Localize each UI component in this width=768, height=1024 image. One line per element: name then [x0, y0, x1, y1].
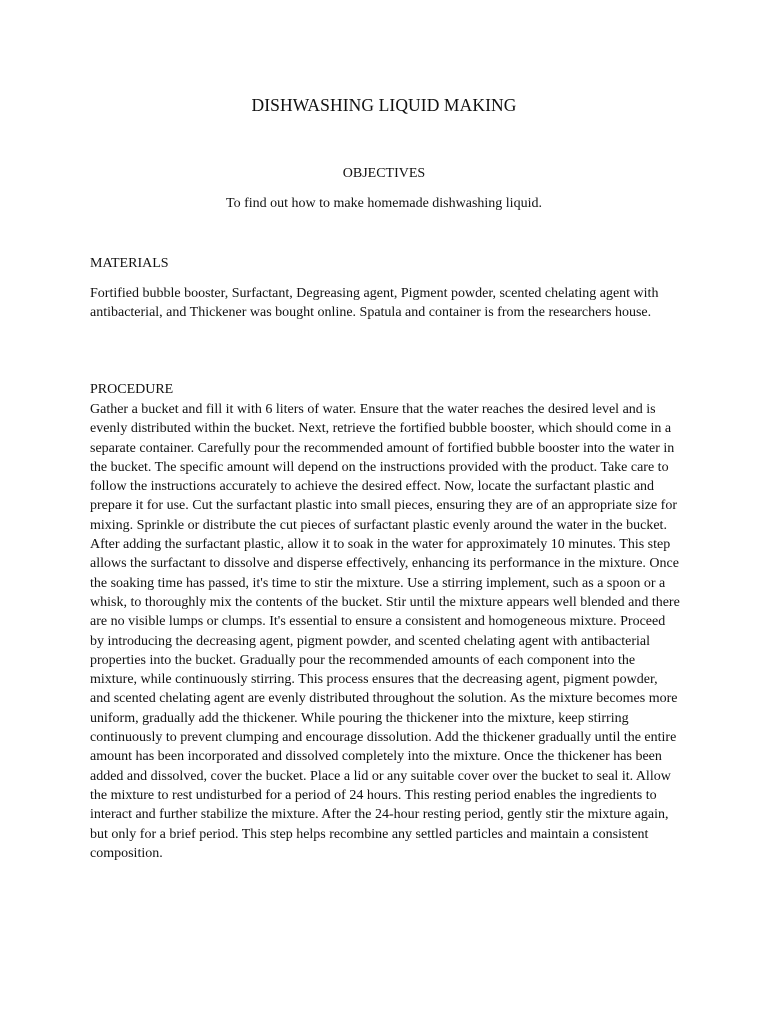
document-title: DISHWASHING LIQUID MAKING — [251, 95, 517, 115]
procedure-paragraph: Gather a bucket and fill it with 6 liters of water. Ensure that the water reaches the desired level and is evenly distributed within the bucket. Next, retrieve the fortified bubble booster, which should come in a separate container. Carefully pour the recommended amount of fortified bubble booster into the water in the bucket. The specific amount will depend on the instructions provided with the product. Take care to follow the instructions accurately to achieve the desired effect. Now, locate the surfactant plastic and prepare it for use. Cut the surfactant plastic into small pieces, ensuring they are of an appropriate size for mixing. Sprinkle or distribute the cut pieces of surfactant plastic evenly around the water in the bucket. After adding the surfactant plastic, allow it to soak in the water for approximately 10 minutes. This step allows the surfactant to dissolve and disperse effectively, enhancing its performance in the mixture. Once the soaking time has passed, it's time to stir the mixture. Use a stirring implement, such as a spoon or a whisk, to thoroughly mix the contents of the bucket. Stir until the mixture appears well blended and there are no visible lumps or clumps. It's essential to ensure a consistent and homogeneous mixture. Proceed by introducing the decreasing agent, pigment powder, and scented chelating agent with antibacterial properties into the bucket. Gradually pour the recommended amounts of each component into the mixture, while continuously stirring. This process ensures that the decreasing agent, pigment powder, and scented chelating agent are evenly distributed throughout the solution. As the mixture becomes more uniform, gradually add the thickener. While pouring the thickener into the mixture, keep stirring continuously to prevent clumping and encourage dissolution. Add the thickener gradually until the entire amount has been incorporated and dissolved completely into the mixture. Once the thickener has been added and dissolved, cover the bucket. Place a lid or any suitable cover over the bucket to seal it. Allow the mixture to rest undisturbed for a period of 24 hours. This resting period enables the ingredients to interact and further stabilize the mixture. After the 24-hour resting period, gently stir the mixture again, but only for a brief period. This step helps recombine any settled particles and maintain a consistent composition. — [90, 402, 680, 861]
objectives-heading: OBJECTIVES — [342, 166, 426, 181]
materials-paragraph: Fortified bubble booster, Surfactant, Degreasing agent, Pigment powder, scented chelating agent with antibacterial, and Thickener was bought online. Spatula and container is from the researchers house. — [90, 286, 659, 321]
materials-heading: MATERIALS — [90, 256, 169, 271]
objectives-text: To find out how to make homemade dishwashing liquid. — [226, 196, 542, 211]
procedure-heading: PROCEDURE — [90, 382, 174, 397]
